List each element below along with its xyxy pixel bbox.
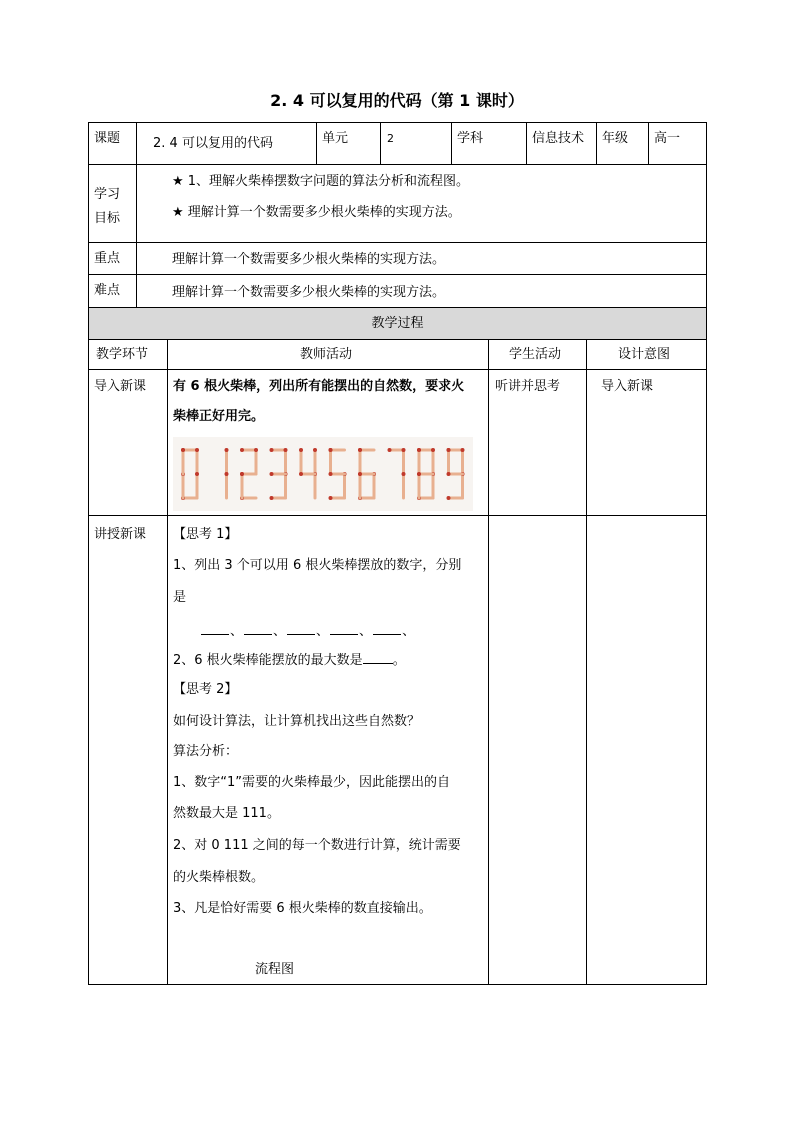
step1-line1: 1、数字“1”需要的火柴棒最少，因此能摆出的自 — [173, 775, 451, 790]
intro-intent: 导入新课 — [601, 379, 654, 394]
answer-blank[interactable] — [244, 622, 272, 635]
think1-q2 — [173, 651, 406, 669]
matchstick-head — [417, 472, 421, 476]
matchstick-head — [402, 448, 406, 452]
intro-teacher-line1: 有 6 根火柴棒，列出所有能摆出的自然数，要求火 — [173, 379, 465, 394]
matchstick-digits-image — [173, 437, 473, 511]
topic-label: 课题 — [94, 131, 121, 146]
goal-item-2: ★ 理解计算一个数需要多少根火柴棒的实现方法。 — [172, 205, 461, 220]
blank-separator: 、 — [359, 624, 373, 639]
unit-value: 2 — [387, 132, 394, 145]
step3: 3、凡是恰好需要 6 根火柴棒的数直接输出。 — [173, 901, 432, 916]
matchstick-head — [181, 448, 185, 452]
matchstick-head — [313, 448, 317, 452]
matchstick-head — [431, 448, 435, 452]
think1-q1-line1: 1、列出 3 个可以用 6 根火柴棒摆放的数字，分别 — [173, 558, 462, 573]
topic-value: 2. 4 可以复用的代码 — [153, 136, 273, 151]
matchstick-head — [358, 448, 362, 452]
matchstick-digit-0 — [181, 448, 199, 500]
analysis-label: 算法分析： — [173, 744, 239, 759]
answer-blank[interactable] — [373, 622, 401, 635]
intro-student: 听讲并思考 — [495, 379, 561, 394]
blank-separator: 、 — [402, 624, 416, 639]
matchstick-head — [358, 472, 362, 476]
blank-separator: 、 — [230, 624, 244, 639]
matchstick-digit-7 — [388, 448, 406, 498]
goals-label-1: 学习 — [94, 187, 121, 202]
step1-line2: 然数最大是 111。 — [173, 806, 280, 821]
matchstick-head — [388, 448, 392, 452]
answer-blank[interactable] — [363, 651, 393, 664]
matchstick-digit-6 — [358, 448, 376, 500]
matchstick-head — [195, 472, 199, 476]
matchstick-digits-svg — [173, 437, 473, 511]
subject-label: 学科 — [457, 131, 484, 146]
blank-separator: 、 — [316, 624, 330, 639]
lecture-stage: 讲授新课 — [94, 527, 147, 542]
think1-q1-line2: 是 — [173, 590, 187, 605]
matchstick-head — [225, 448, 229, 452]
matchstick-head — [240, 472, 244, 476]
blank-separator: 、 — [273, 624, 287, 639]
matchstick-head — [461, 448, 465, 452]
difficulty-value: 理解计算一个数需要多少根火柴棒的实现方法。 — [172, 285, 446, 300]
matchstick-digit-1 — [225, 448, 229, 498]
subject-value: 信息技术 — [532, 131, 585, 146]
matchstick-head — [284, 448, 288, 452]
unit-label: 单元 — [322, 131, 349, 146]
answer-blank[interactable] — [330, 622, 358, 635]
intro-stage: 导入新课 — [94, 379, 147, 394]
matchstick-head — [402, 472, 406, 476]
column-header-student: 学生活动 — [509, 347, 562, 362]
step2-line2: 的火柴棒根数。 — [173, 870, 265, 885]
key-point-value: 理解计算一个数需要多少根火柴棒的实现方法。 — [172, 252, 446, 267]
matchstick-digit-3 — [270, 448, 288, 500]
matchstick-head — [299, 472, 303, 476]
column-header-stage: 教学环节 — [96, 347, 149, 362]
grade-value: 高一 — [654, 131, 681, 146]
matchstick-digit-4 — [299, 448, 317, 498]
answer-blank[interactable] — [201, 622, 229, 635]
flowchart-label: 流程图 — [255, 962, 295, 977]
matchstick-head — [299, 448, 303, 452]
matchstick-digit-9 — [447, 448, 465, 500]
intro-teacher-line2: 柴棒正好用完。 — [173, 409, 265, 424]
matchstick-head — [254, 448, 258, 452]
matchstick-head — [270, 448, 274, 452]
answer-blank[interactable] — [287, 622, 315, 635]
matchstick-head — [195, 448, 199, 452]
matchstick-head — [329, 448, 333, 452]
grade-label: 年级 — [602, 131, 629, 146]
key-point-label: 重点 — [94, 251, 121, 266]
matchstick-head — [447, 472, 451, 476]
matchstick-head — [329, 472, 333, 476]
matchstick-digit-5 — [329, 448, 347, 500]
think1-q2-prefix: 2、6 根火柴棒能摆放的最大数是 — [173, 653, 363, 668]
think2-title: 【思考 2】 — [173, 682, 238, 697]
matchstick-head — [447, 448, 451, 452]
process-banner-text: 教学过程 — [371, 316, 424, 331]
think1-blanks — [200, 622, 415, 640]
step2-line1: 2、对 0 111 之间的每一个数进行计算，统计需要 — [173, 838, 461, 853]
document-title: 2. 4 可以复用的代码（第 1 课时） — [270, 91, 524, 110]
matchstick-digit-8 — [417, 448, 435, 500]
think1-q2-suffix: 。 — [392, 653, 406, 668]
difficulty-label: 难点 — [94, 283, 121, 298]
goals-label-2: 目标 — [94, 211, 121, 226]
think1-title: 【思考 1】 — [173, 527, 238, 542]
matchstick-head — [225, 472, 229, 476]
matchstick-head — [270, 496, 274, 500]
matchstick-head — [240, 448, 244, 452]
column-header-teacher: 教师活动 — [300, 347, 353, 362]
matchstick-head — [417, 448, 421, 452]
matchstick-head — [329, 496, 333, 500]
matchstick-digit-2 — [240, 448, 258, 500]
think2-question: 如何设计算法，让计算机找出这些自然数？ — [173, 714, 421, 729]
matchstick-head — [447, 496, 451, 500]
column-header-intent: 设计意图 — [618, 347, 671, 362]
goal-item-1: ★ 1、理解火柴棒摆数字问题的算法分析和流程图。 — [172, 174, 470, 189]
matchstick-head — [270, 472, 274, 476]
